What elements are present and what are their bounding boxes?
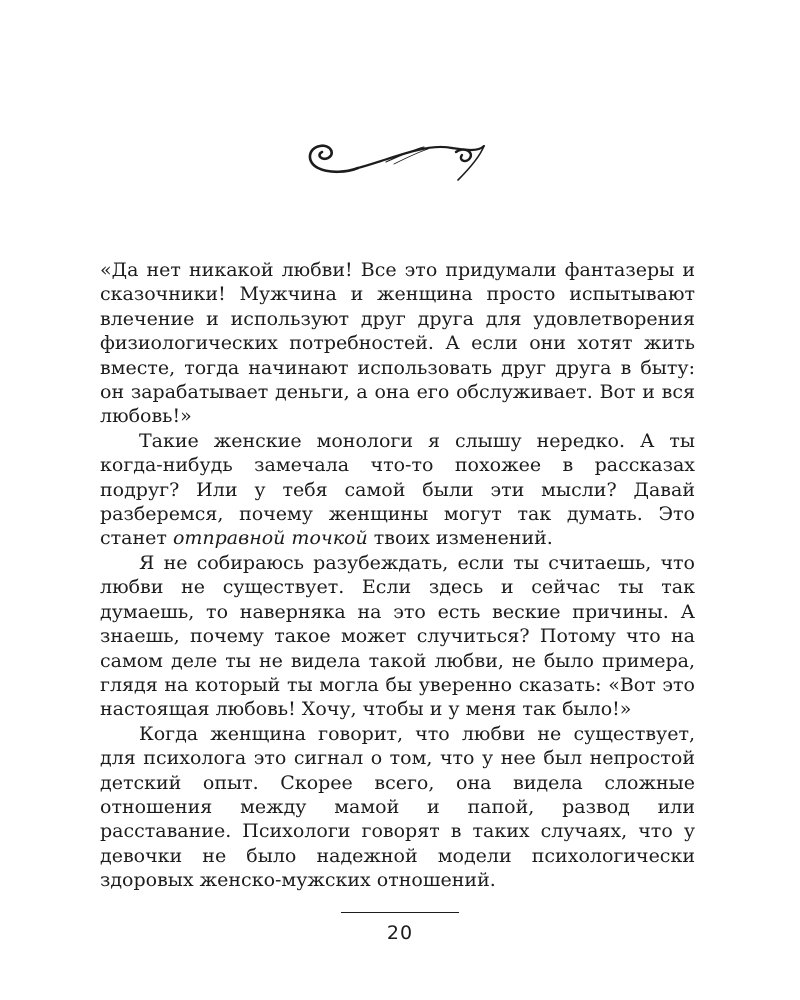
- paragraph-3: Я не собираюсь разубеждать, если ты считаешь, что любви не существует. Если здесь и сейчас ты так думаешь, то наверняка на это есть веские причины. А знаешь, почему такое может случиться? Потому что на самом деле ты не видела такой любви, не было примера, глядя на который ты могла бы уверенно сказать: «Вот это настоящая любовь! Хочу, чтобы и у меня так было!»: [100, 551, 695, 721]
- italic-phrase: отправной точкой: [172, 527, 368, 550]
- paragraph-1: «Да нет никакой любви! Все это придумали фантазеры и сказочники! Мужчина и женщина просто испытывают влечение и используют друг друга для удовлетворения физиологических потребностей. А если они хотят жить вместе, тогда начинают использовать друг друга в быту: он зарабатывает деньги, а она его обслуживает. Вот и вся любовь!»: [100, 259, 695, 428]
- flourish-ornament-icon: [300, 128, 500, 188]
- paragraph-4: Когда женщина говорит, что любви не существует, для психолога это сигнал о том, что у нее был непростой детский опыт. Скорее всего, она видела сложные отношения между мамой и папой, развод или расставание. Психологи говорят в таких случаях, что у девочки не было надежной модели психологически здоровых женско-мужских отношений.: [100, 722, 695, 892]
- paragraph-2-text-start: Такие женские монологи я слышу нередко. А ты когда-нибудь замечала что-то похожее в рассказах подруг? Или у тебя самой были эти мысли? Давай разберемся, почему женщины могут так думать. Это станет: [100, 429, 695, 550]
- footer-divider: [341, 912, 459, 913]
- page-number: 20: [386, 922, 414, 944]
- paragraph-2: [100, 429, 695, 551]
- body-text: [100, 258, 695, 893]
- paragraph-2-text-end: твоих изменений.: [367, 527, 553, 550]
